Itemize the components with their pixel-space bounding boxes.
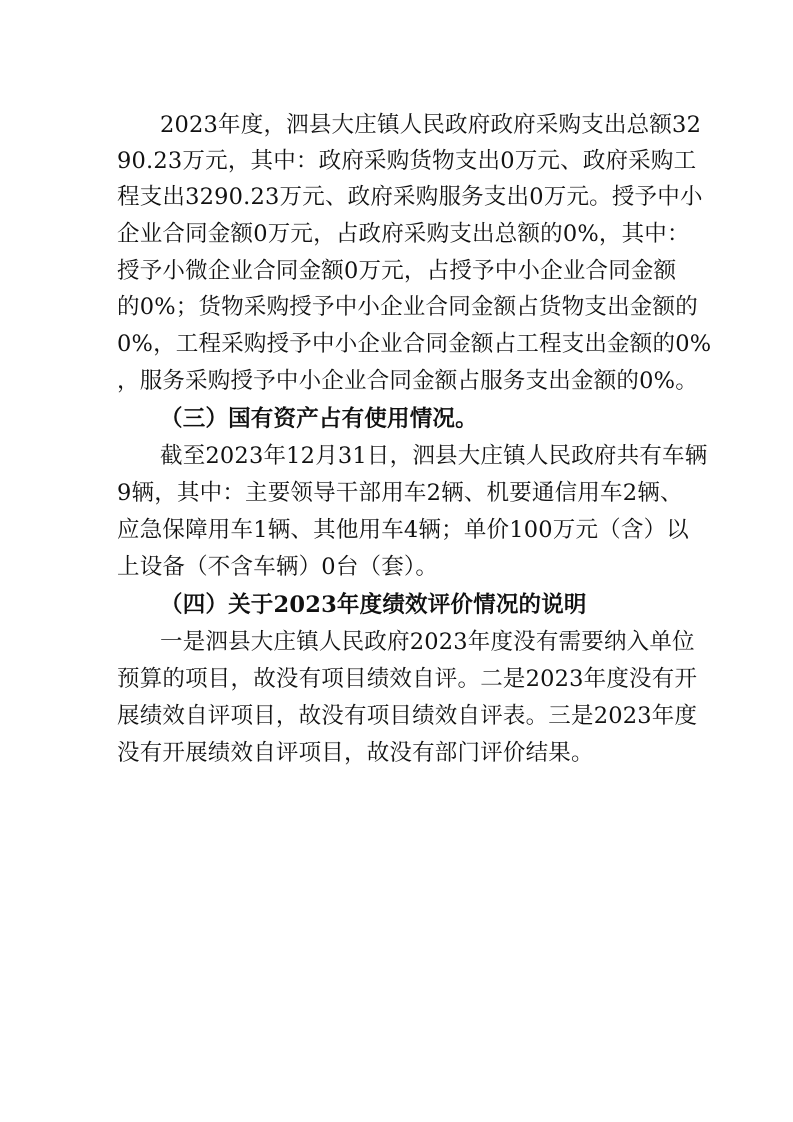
paragraph-procurement-line-3: 程支出3290.23万元、政府采购服务支出0万元。授予中小: [117, 184, 703, 210]
paragraph-assets-line-4: 上设备（不含车辆）0台（套）。: [117, 554, 439, 580]
paragraph-procurement-line-2: 90.23万元，其中：政府采购货物支出0万元、政府采购工: [117, 148, 697, 174]
paragraph-assets-line-2: 9辆，其中：主要领导干部用车2辆、机要通信用车2辆、: [117, 480, 683, 506]
paragraph-procurement-line-5: 授予小微企业合同金额0万元，占授予中小企业合同金额: [117, 258, 677, 284]
paragraph-procurement-line-8: ，服务采购授予中小企业合同金额占服务支出金额的0%。: [117, 368, 698, 394]
paragraph-procurement-line-1: 2023年度，泗县大庄镇人民政府政府采购支出总额32: [160, 112, 702, 138]
section-heading-state-assets: （三）国有资产占有使用情况。: [160, 406, 478, 432]
paragraph-evaluation-line-2: 预算的项目，故没有项目绩效自评。二是2023年度没有开: [117, 666, 698, 692]
paragraph-evaluation-line-4: 没有开展绩效自评项目，故没有部门评价结果。: [117, 740, 594, 766]
paragraph-evaluation-line-3: 展绩效自评项目，故没有项目绩效自评表。三是2023年度: [117, 703, 698, 729]
paragraph-assets-line-1: 截至2023年12月31日，泗县大庄镇人民政府共有车辆: [160, 443, 708, 469]
paragraph-procurement-line-4: 企业合同金额0万元，占政府采购支出总额的0%，其中：: [117, 221, 690, 247]
paragraph-procurement-line-6: 的0%；货物采购授予中小企业合同金额占货物支出金额的: [117, 294, 698, 320]
paragraph-procurement-line-7: 0%，工程采购授予中小企业合同金额占工程支出金额的0%: [117, 331, 712, 357]
paragraph-assets-line-3: 应急保障用车1辆、其他用车4辆；单价100万元（含）以: [117, 517, 689, 543]
paragraph-evaluation-line-1: 一是泗县大庄镇人民政府2023年度没有需要纳入单位: [160, 629, 695, 655]
section-heading-performance-evaluation: （四）关于2023年度绩效评价情况的说明: [160, 592, 587, 618]
